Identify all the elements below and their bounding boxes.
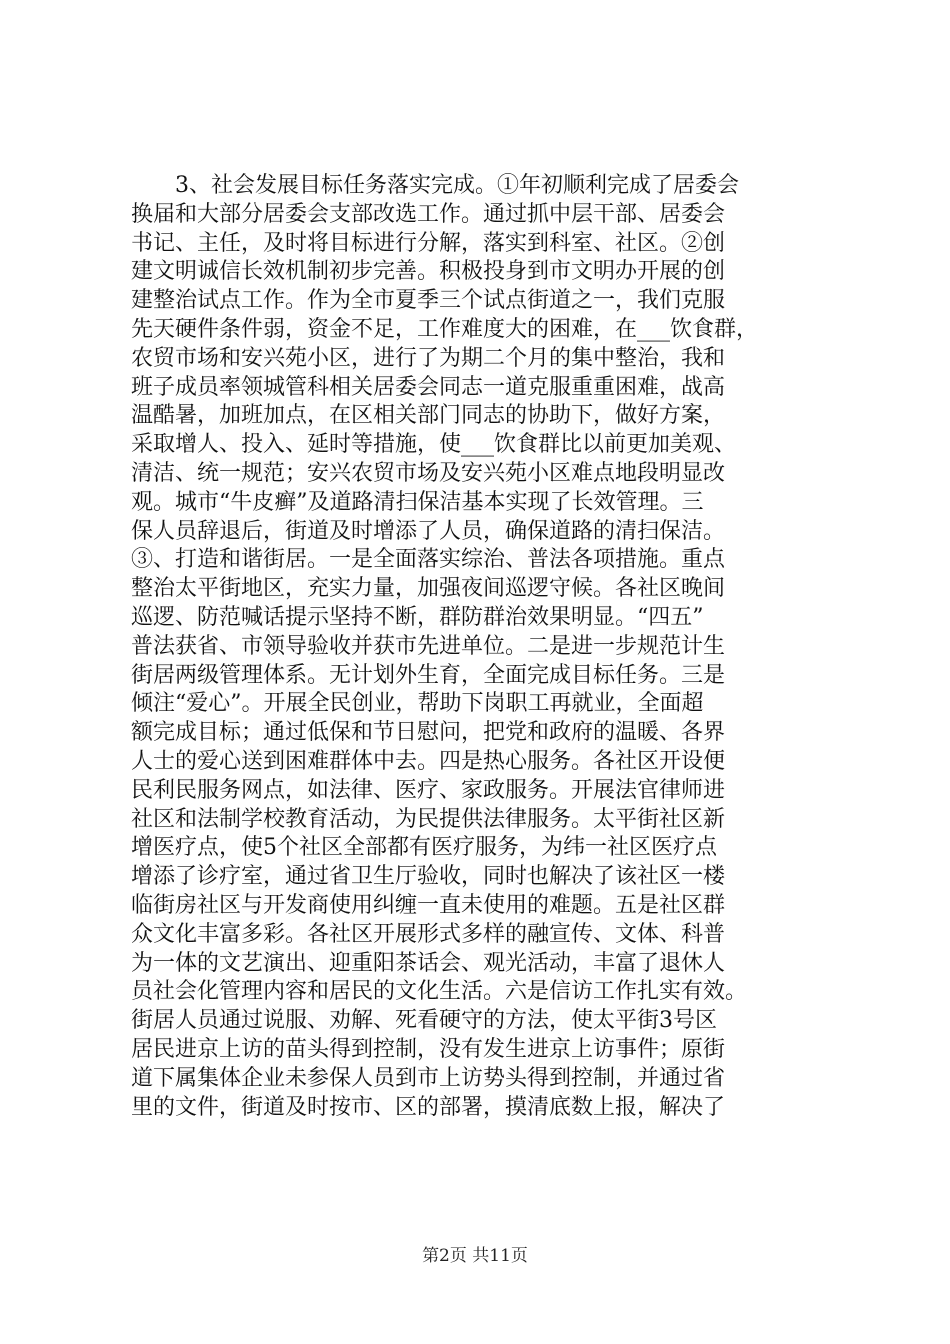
body-paragraph — [131, 172, 851, 1122]
text-line: 整治太平街地区，充实力量，加强夜间巡逻守候。各社区晚间 — [131, 576, 726, 602]
text-line: 道下属集体企业未参保人员到市上访势头得到控制，并通过省 — [131, 1065, 726, 1091]
text-line: 建文明诚信长效机制初步完善。积极投身到市文明办开展的创 — [131, 259, 726, 285]
text-line: 换届和大部分居委会支部改选工作。通过抓中层干部、居委会 — [131, 201, 726, 227]
text-line: 里的文件，街道及时按市、区的部署，摸清底数上报，解决了 — [131, 1094, 726, 1120]
text-line: 书记、主任，及时将目标进行分解，落实到科室、社区。②创 — [131, 230, 726, 256]
text-line: 温酷暑，加班加点，在区相关部门同志的协助下，做好方案， — [131, 403, 726, 429]
text-line: 采取增人、投入、延时等措施，使___饮食群比以前更加美观、 — [131, 432, 737, 458]
text-line: 3、社会发展目标任务落实完成。①年初顺利完成了居委会 — [131, 173, 739, 198]
text-line: 普法获省、市领导验收并获市先进单位。二是进一步规范计生 — [131, 633, 726, 659]
text-line: 增医疗点，使5个社区全部都有医疗服务，为纬一社区医疗点 — [131, 835, 717, 861]
text-line: 社区和法制学校教育活动，为民提供法律服务。太平街社区新 — [131, 806, 726, 832]
text-line: 农贸市场和安兴苑小区，进行了为期二个月的集中整治，我和 — [131, 345, 726, 371]
text-line: 倾注“爱心”。开展全民创业，帮助下岗职工再就业，全面超 — [131, 691, 704, 717]
text-line: 众文化丰富多彩。各社区开展形式多样的融宣传、文体、科普 — [131, 921, 726, 947]
text-line: 民利民服务网点，如法律、医疗、家政服务。开展法官律师进 — [131, 777, 726, 803]
text-line: 巡逻、防范喊话提示坚持不断，群防群治效果明显。“四五” — [131, 604, 704, 630]
text-line: 街居两级管理体系。无计划外生育，全面完成目标任务。三是 — [131, 662, 726, 688]
text-line: 先天硬件条件弱，资金不足，工作难度大的困难，在___饮食群， — [131, 316, 759, 342]
text-line: 员社会化管理内容和居民的文化生活。六是信访工作扎实有效。 — [131, 979, 748, 1005]
text-line: 建整治试点工作。作为全市夏季三个试点街道之一，我们克服 — [131, 288, 726, 314]
text-line: 居民进京上访的苗头得到控制，没有发生进京上访事件；原街 — [131, 1036, 726, 1062]
text-line: ③、打造和谐街居。一是全面落实综治、普法各项措施。重点 — [131, 547, 726, 573]
text-line: 清洁、统一规范；安兴农贸市场及安兴苑小区难点地段明显改 — [131, 460, 726, 486]
text-line: 街居人员通过说服、劝解、死看硬守的方法，使太平街3号区 — [131, 1008, 717, 1034]
text-line: 人士的爱心送到困难群体中去。四是热心服务。各社区开设便 — [131, 748, 726, 774]
text-line: 额完成目标；通过低保和节日慰问，把党和政府的温暖、各界 — [131, 720, 726, 746]
text-line: 保人员辞退后，街道及时增添了人员，确保道路的清扫保洁。 — [131, 518, 726, 544]
text-line: 班子成员率领城管科相关居委会同志一道克服重重困难，战高 — [131, 374, 726, 400]
text-line: 观。城市“牛皮癣”及道路清扫保洁基本实现了长效管理。三 — [131, 489, 704, 515]
text-line: 增添了诊疗室，通过省卫生厅验收，同时也解决了该社区一楼 — [131, 864, 726, 890]
page-number-footer: 第2页 共11页 — [422, 1246, 528, 1266]
text-line: 为一体的文艺演出、迎重阳茶话会、观光活动，丰富了退休人 — [131, 950, 726, 976]
text-line: 临街房社区与开发商使用纠缠一直未使用的难题。五是社区群 — [131, 892, 726, 918]
